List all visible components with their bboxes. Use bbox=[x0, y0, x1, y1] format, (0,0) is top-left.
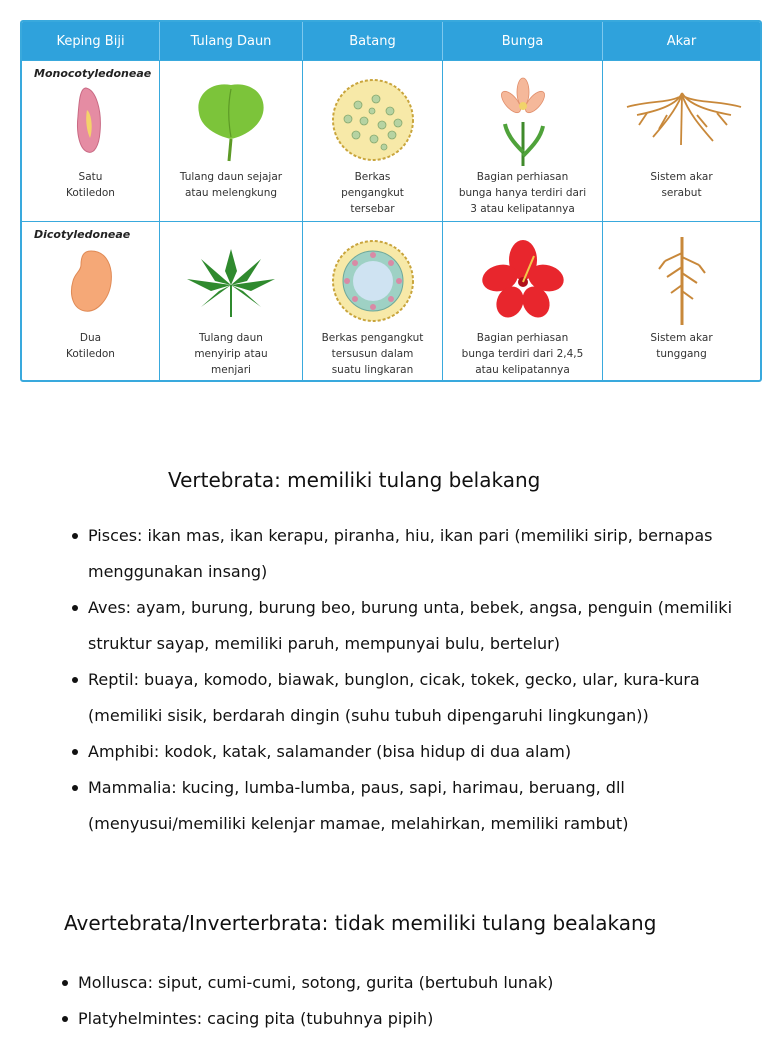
cell-text-batang-di: Berkas pengangkut tersusun dalam suatu lingkaran bbox=[321, 332, 424, 376]
cell-text-keping-mono: Satu Kotiledon bbox=[66, 171, 115, 199]
cell-tulang-di bbox=[160, 222, 303, 382]
list-item: Amphibi: kodok, katak, salamander (bisa hidup di dua alam) bbox=[70, 734, 750, 770]
cell-text-bunga-di: Bagian perhiasan bunga terdiri dari 2,4,5 atau kelipatannya bbox=[461, 332, 584, 376]
cell-text-keping-di: Dua Kotiledon bbox=[66, 332, 115, 360]
cell-text-akar-mono: Sistem akar serabut bbox=[650, 171, 713, 199]
fibrous-root-image bbox=[603, 71, 760, 169]
list-item: Aves: ayam, burung, burung beo, burung unta, bebek, angsa, penguin (memiliki struktur sayap, memiliki paruh, mempunyai bulu, bertelur) bbox=[70, 590, 750, 662]
list-item: Mammalia: kucing, lumba-lumba, paus, sapi, harimau, beruang, dll (menyusui/memiliki kelenjar mamae, melahirkan, memiliki rambut) bbox=[70, 770, 750, 842]
class-label-mono: Monocotyledoneae bbox=[34, 67, 152, 80]
monocot-seed-image bbox=[22, 71, 159, 169]
header-batang: Batang bbox=[303, 22, 443, 60]
cell-text-batang-mono: Berkas pengangkut tersebar bbox=[341, 171, 404, 215]
vertebrata-title: Vertebrata: memiliki tulang belakang bbox=[168, 468, 541, 492]
dicot-leaf-image bbox=[160, 232, 302, 330]
cell-text-tulang-mono: Tulang daun sejajar atau melengkung bbox=[179, 171, 283, 199]
cell-text-tulang-di: Tulang daun menyirip atau menjari bbox=[194, 332, 268, 376]
dicot-stem-image bbox=[303, 232, 442, 330]
list-item: Pisces: ikan mas, ikan kerapu, piranha, hiu, ikan pari (memiliki sirip, bernapas menggunakan insang) bbox=[70, 518, 750, 590]
list-item: Reptil: buaya, komodo, biawak, bunglon, cicak, tokek, gecko, ular, kura-kura (memiliki sisik, berdarah dingin (suhu tubuh dipengaruhi lingkungan)) bbox=[70, 662, 750, 734]
cell-bunga-mono bbox=[443, 61, 603, 221]
dicot-flower-image bbox=[443, 232, 602, 330]
cell-akar-mono bbox=[603, 61, 760, 221]
comparison-table bbox=[20, 20, 762, 382]
monocot-stem-image bbox=[303, 71, 442, 169]
header-tulang-daun: Tulang Daun bbox=[160, 22, 303, 60]
cell-keping-di bbox=[22, 222, 160, 382]
header-keping-biji: Keping Biji bbox=[22, 22, 160, 60]
cell-text-bunga-mono: Bagian perhiasan bunga hanya terdiri dari 3 atau kelipatannya bbox=[458, 171, 587, 215]
monocot-flower-image bbox=[443, 71, 602, 169]
cell-batang-mono bbox=[303, 61, 443, 221]
header-akar: Akar bbox=[666, 33, 697, 49]
cell-keping-mono bbox=[22, 61, 160, 221]
cell-batang-di bbox=[303, 222, 443, 382]
monocot-leaf-image bbox=[160, 71, 302, 169]
cell-akar-di bbox=[603, 222, 760, 382]
table-row-monocot bbox=[22, 60, 760, 221]
vertebrata-list bbox=[70, 518, 750, 842]
taproot-image bbox=[603, 232, 760, 330]
list-item: Mollusca: siput, cumi-cumi, sotong, gurita (bertubuh lunak) bbox=[60, 965, 750, 1001]
avertebrata-list bbox=[60, 965, 750, 1037]
table-row-dicot bbox=[22, 221, 760, 382]
dicot-seed-image bbox=[22, 232, 159, 330]
cell-text-akar-di: Sistem akar tunggang bbox=[650, 332, 713, 360]
list-item: Platyhelmintes: cacing pita (tubuhnya pipih) bbox=[60, 1001, 750, 1037]
avertebrata-title: Avertebrata/Inverterbrata: tidak memiliki tulang bealakang bbox=[64, 911, 657, 935]
table-header bbox=[22, 22, 760, 60]
header-bunga: Bunga bbox=[443, 22, 603, 60]
cell-tulang-mono bbox=[160, 61, 303, 221]
cell-bunga-di bbox=[443, 222, 603, 382]
class-label-di: Dicotyledoneae bbox=[34, 228, 131, 241]
